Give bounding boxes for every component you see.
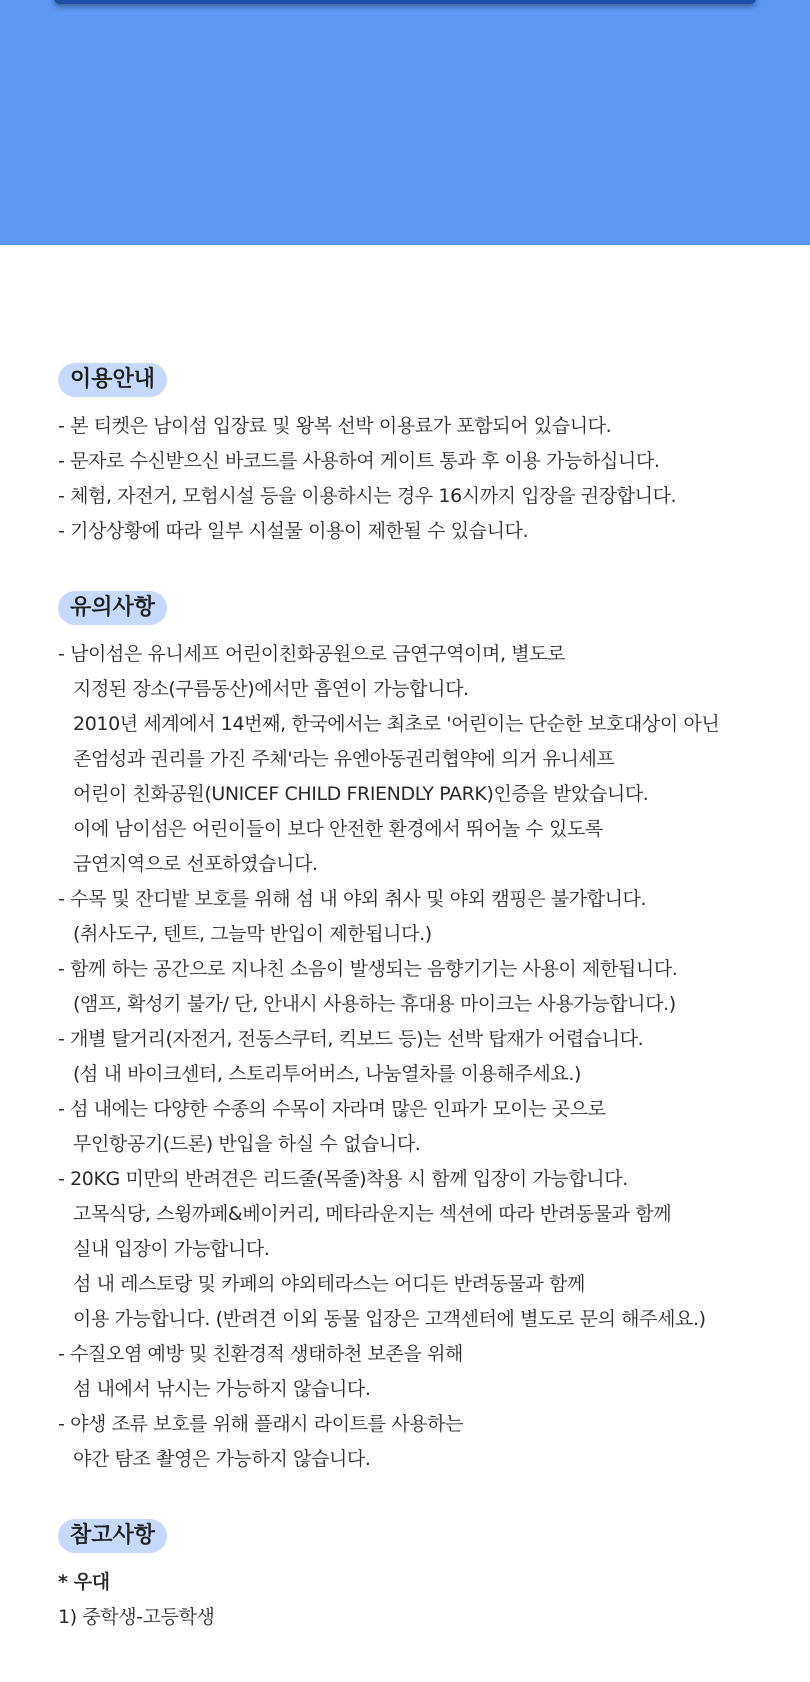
list-item: - 남이섬은 유니세프 어린이친화공원으로 금연구역이며, 별도로	[58, 643, 566, 665]
section-title-badge: 참고사항	[58, 1519, 167, 1553]
list-item: 금연지역으로 선포하였습니다.	[73, 853, 318, 875]
section-usage-guide	[58, 363, 810, 549]
section-title-badge: 이용안내	[58, 363, 167, 397]
list-item: - 수질오염 예방 및 친환경적 생태하천 보존을 위해	[58, 1343, 464, 1365]
list-item: 이용 가능합니다. (반려견 이외 동물 입장은 고객센터에 별도로 문의 해주세요.)	[73, 1308, 706, 1330]
list-item: - 개별 탈거리(자전거, 전동스쿠터, 킥보드 등)는 선박 탑재가 어렵습니다.	[58, 1028, 644, 1050]
list-item: 무인항공기(드론) 반입을 하실 수 없습니다.	[73, 1133, 421, 1155]
list-item: - 20KG 미만의 반려견은 리드줄(목줄)착용 시 함께 입장이 가능합니다.	[58, 1168, 628, 1190]
hero-banner	[0, 0, 810, 245]
usage-guide-list	[58, 409, 810, 549]
precautions-list	[58, 637, 810, 1477]
info-content	[0, 245, 810, 1635]
list-item: - 체험, 자전거, 모험시설 등을 이용하시는 경우 16시까지 입장을 권장합니다.	[58, 485, 677, 507]
list-item: - 수목 및 잔디밭 보호를 위해 섬 내 야외 취사 및 야외 캠핑은 불가합니다.	[58, 888, 647, 910]
list-item: (앰프, 확성기 불가/ 단, 안내시 사용하는 휴대용 마이크는 사용가능합니다.)	[73, 993, 676, 1015]
list-item: - 야생 조류 보호를 위해 플래시 라이트를 사용하는	[58, 1413, 464, 1435]
list-item: (취사도구, 텐트, 그늘막 반입이 제한됩니다.)	[73, 923, 432, 945]
list-item: - 기상상황에 따라 일부 시설물 이용이 제한될 수 있습니다.	[58, 520, 529, 542]
list-item: 고목식당, 스윙까페&베이커리, 메타라운지는 섹션에 따라 반려동물과 함께	[73, 1203, 672, 1225]
list-item: 섬 내에서 낚시는 가능하지 않습니다.	[73, 1378, 371, 1400]
notes-list	[58, 1565, 810, 1635]
section-precautions	[58, 591, 810, 1477]
list-item: 야간 탐조 촬영은 가능하지 않습니다.	[73, 1448, 371, 1470]
list-item: 지정된 장소(구름동산)에서만 흡연이 가능합니다.	[73, 678, 469, 700]
list-item: 이에 남이섬은 어린이들이 보다 안전한 환경에서 뛰어놀 수 있도록	[73, 818, 603, 840]
list-item: 존엄성과 권리를 가진 주체'라는 유엔아동권리협약에 의거 유니세프	[73, 748, 615, 770]
section-notes	[58, 1519, 810, 1635]
list-item: (섬 내 바이크센터, 스토리투어버스, 나눔열차를 이용해주세요.)	[73, 1063, 581, 1085]
section-title-badge: 유의사항	[58, 591, 167, 625]
list-item: - 문자로 수신받으신 바코드를 사용하여 게이트 통과 후 이용 가능하십니다.	[58, 450, 660, 472]
list-item: 섬 내 레스토랑 및 카페의 야외테라스는 어디든 반려동물과 함께	[73, 1273, 585, 1295]
list-item: * 우대	[58, 1571, 110, 1593]
list-item: 1) 중학생-고등학생	[58, 1606, 215, 1628]
list-item: - 함께 하는 공간으로 지나친 소음이 발생되는 음향기기는 사용이 제한됩니다.	[58, 958, 678, 980]
list-item: - 본 티켓은 남이섬 입장료 및 왕복 선박 이용료가 포함되어 있습니다.	[58, 415, 612, 437]
ticket-card-edge	[54, 0, 756, 4]
list-item: - 섬 내에는 다양한 수종의 수목이 자라며 많은 인파가 모이는 곳으로	[58, 1098, 606, 1120]
list-item: 어린이 친화공원(UNICEF CHILD FRIENDLY PARK)인증을 받았습니다.	[73, 783, 649, 805]
list-item: 실내 입장이 가능합니다.	[73, 1238, 270, 1260]
list-item: 2010년 세계에서 14번째, 한국에서는 최초로 '어린이는 단순한 보호대상이 아닌	[73, 713, 720, 735]
